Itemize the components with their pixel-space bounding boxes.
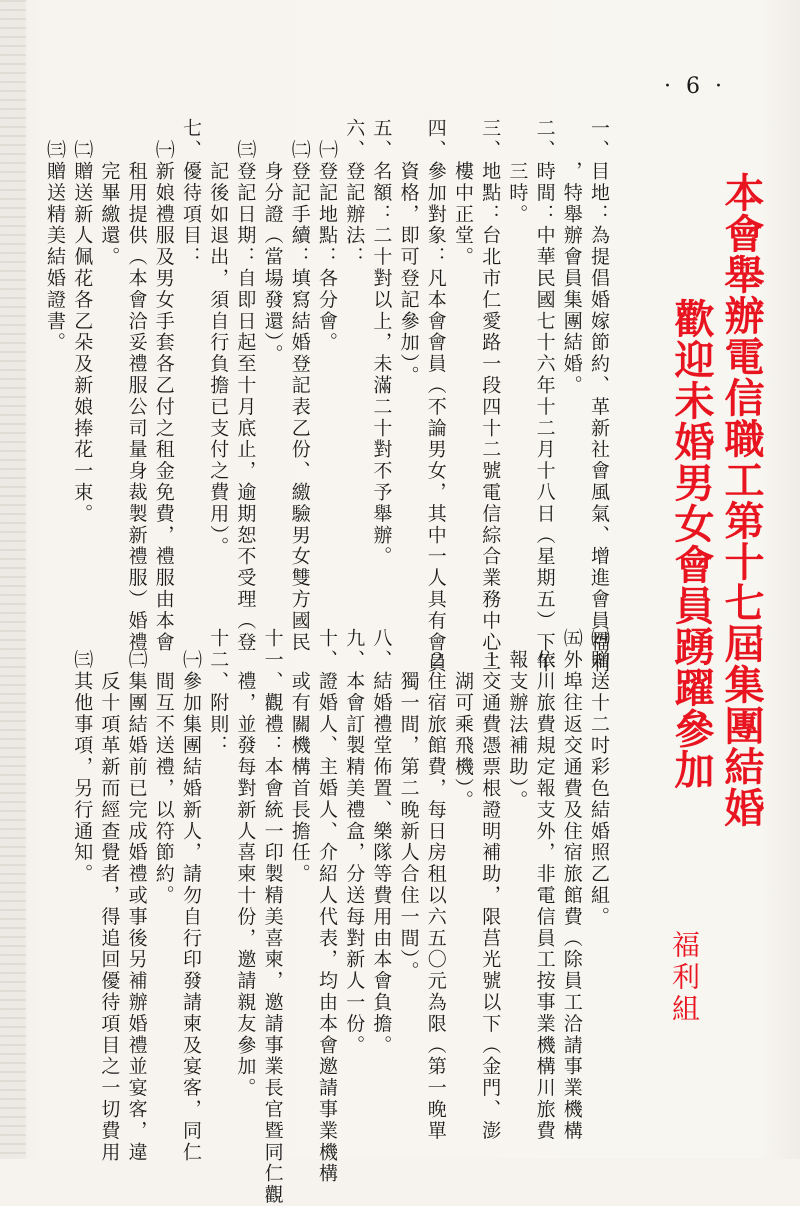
lower-text-column-19: 反十項革新而經查覺者，得追回優待項目之一切費用 xyxy=(98,628,121,1163)
upper-text-column-11: ㈠登記地點：各分會。 xyxy=(316,118,338,354)
upper-text-column-14: ㈢登記日期：自即日起至十月底止，逾期恕不受理（登 xyxy=(234,118,257,653)
upper-text-column-1: 一、目地：為提倡婚嫁節約、革新社會風氣、增進會員福利 xyxy=(588,118,610,675)
lower-text-column-1: ㈣贈送十二吋彩色結婚照乙組。 xyxy=(588,628,610,928)
upper-text-column-7: 四、參加對象：凡本會會員（不論男女，其中一人具有會員 xyxy=(424,118,447,675)
lower-text-column-5: １交通費憑票根證明補助，限莒光號以下（金門、澎 xyxy=(479,628,502,1142)
lower-text-column-3: 依川旅費規定報支外，非電信員工按事業機構川旅費 xyxy=(533,628,556,1142)
lower-text-column-11: 十、證婚人、主婚人、介紹人代表，均由本會邀請事業機構 xyxy=(316,628,338,1185)
lower-text-column-14: 禮，並發每對新人喜柬十份，邀請親友參加。 xyxy=(234,628,257,1099)
headline-line-1: 本會舉辦電信職工第十七屆集團結婚 xyxy=(718,172,764,828)
upper-text-column-3: 二、時間：中華民國七十六年十二月十八日（星期五）下午 xyxy=(533,118,556,675)
upper-text-column-18: 租用提供（本會洽妥禮服公司量身裁製新禮服）婚禮 xyxy=(125,118,148,653)
lower-text-column-15: 十二、附則： xyxy=(207,628,230,757)
department-name: 福利組 xyxy=(668,930,701,1026)
upper-text-column-5: 三、地點：台北市仁愛路一段四十二號電信綜合業務中心二 xyxy=(479,118,502,675)
page-number: · 6 · xyxy=(664,74,726,99)
upper-text-column-13: 身分證（當場發還）。 xyxy=(261,118,284,366)
lower-text-column-18: ㈡集團結婚前已完成婚禮或事後另補辦婚禮並宴客，違 xyxy=(125,628,148,1163)
upper-text-column-19: 完畢繳還。 xyxy=(98,118,121,268)
lower-text-column-10: 九、本會訂製精美禮盒，分送每對新人一份。 xyxy=(343,628,366,1056)
lower-text-column-6: 湖可乘飛機）。 xyxy=(452,628,474,812)
upper-text-column-20: ㈡贈送新人佩花各乙朵及新娘捧花一束。 xyxy=(71,118,94,525)
lower-text-column-7: ２住宿旅館費，每日房租以六五〇元為限（第一晚單 xyxy=(424,628,447,1142)
lower-text-column-9: 八、結婚禮堂佈置、樂隊等費用由本會負擔。 xyxy=(370,628,393,1056)
lower-text-column-4: 報支辦法補助）。 xyxy=(506,628,529,812)
headline-line-2: 歡迎未婚男女會員踴躍參加 xyxy=(668,298,714,790)
upper-text-column-10: 六、登記辦法： xyxy=(343,118,366,268)
upper-text-column-6: 樓中正堂。 xyxy=(452,118,474,268)
upper-text-column-8: 資格，即可登記參加）。 xyxy=(397,118,420,387)
lower-text-column-20: ㈢其他事項，另行通知。 xyxy=(71,628,94,885)
lower-text-column-13: 十一、觀禮：本會統一印製精美喜柬，邀請事業長官暨同仁觀 xyxy=(261,628,284,1206)
lower-text-column-17: 間互不送禮，以符節約。 xyxy=(152,628,175,907)
upper-text-column-12: ㈡登記手續：填寫結婚登記表乙份、繳驗男女雙方國民 xyxy=(288,118,311,653)
upper-text-column-9: 五、名額：二十對以上，未滿二十對不予舉辦。 xyxy=(370,118,393,568)
lower-text-column-8: 獨一間，第二晚新人合住一間）。 xyxy=(397,628,420,983)
upper-text-column-17: ㈠新娘禮服及男女手套各乙付之租金免費，禮服由本會 xyxy=(152,118,175,653)
upper-text-column-15: 記後如退出，須自行負擔已支付之費用）。 xyxy=(207,118,230,558)
binding-edge xyxy=(0,0,26,1159)
upper-text-column-4: 三時。 xyxy=(506,118,529,225)
lower-text-column-12: 或有關機構首長擔任。 xyxy=(288,628,311,885)
upper-text-column-2: ，特舉辦會員集團結婚。 xyxy=(560,118,583,397)
upper-text-column-21: ㈢贈送精美結婚證書。 xyxy=(44,118,66,354)
upper-text-column-16: 七、優待項目： xyxy=(180,118,202,268)
lower-text-column-16: ㈠參加集團結婚新人，請勿自行印發請柬及宴客，同仁 xyxy=(180,628,202,1163)
lower-text-column-2: ㈤外埠往返交通費及住宿旅館費（除員工洽請事業機構 xyxy=(560,628,583,1142)
